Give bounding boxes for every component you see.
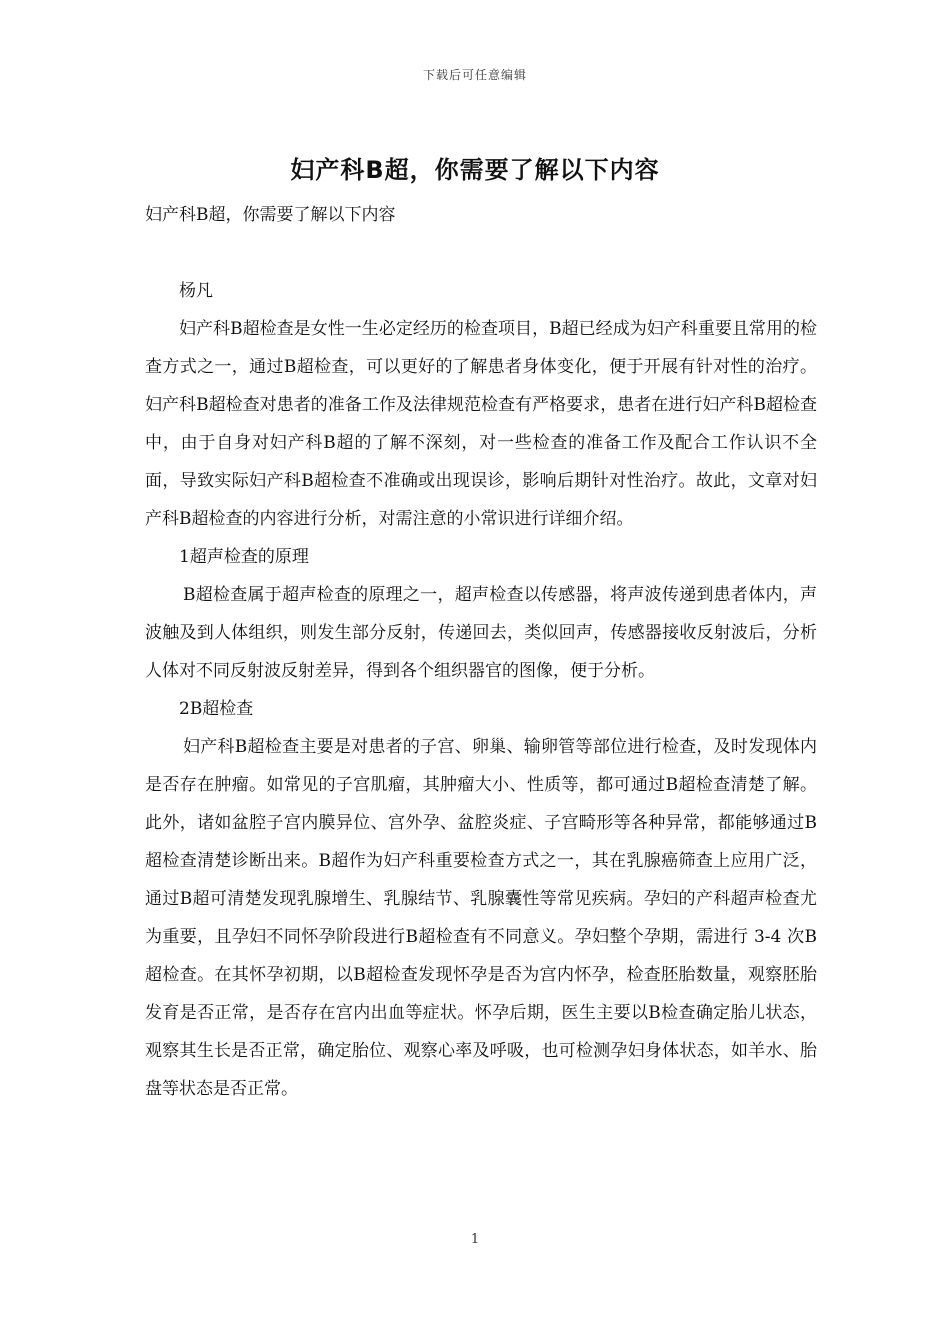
page-number: 1 xyxy=(470,1232,480,1247)
section-heading-principle: 1超声检查的原理 xyxy=(179,547,309,567)
document-subtitle: 妇产科B超，你需要了解以下内容 xyxy=(145,205,396,225)
document-body xyxy=(145,196,817,1108)
document-title: 妇产科B超，你需要了解以下内容 xyxy=(290,156,660,184)
author-name: 杨凡 xyxy=(179,281,213,301)
intro-paragraph: 妇产科B超检查是女性一生必定经历的检查项目，B超已经成为妇产科重要且常用的检查方式之一，通过B超检查，可以更好的了解患者身体变化，便于开展有针对性的治疗。妇产科B超检查对患者的准备工作及法律规范检查有严格要求，患者在进行妇产科B超检查中，由于自身对妇产科B超的了解不深刻，对一些检查的准备工作及配合工作认识不全面，导致实际妇产科B超检查不准确或出现误诊，影响后期针对性治疗。故此，文章对妇产科B超检查的内容进行分析，对需注意的小常识进行详细介绍。 xyxy=(145,319,817,529)
header-note: 下载后可任意编辑 xyxy=(422,68,527,82)
principle-paragraph: B超检查属于超声检查的原理之一，超声检查以传感器，将声波传递到患者体内，声波触及到人体组织，则发生部分反射，传递回去，类似回声，传感器接收反射波后，分析人体对不同反射波反射差异，得到各个组织器官的图像，便于分析。 xyxy=(145,585,817,681)
b-ultrasound-paragraph: 妇产科B超检查主要是对患者的子宫、卵巢、输卵管等部位进行检查，及时发现体内是否存在肿瘤。如常见的子宫肌瘤，其肿瘤大小、性质等，都可通过B超检查清楚了解。此外，诸如盆腔子宫内膜异位、宫外孕、盆腔炎症、子宫畸形等各种异常，都能够通过B超检查清楚诊断出来。B超作为妇产科重要检查方式之一，其在乳腺癌筛查上应用广泛，通过B超可清楚发现乳腺增生、乳腺结节、乳腺囊性等常见疾病。孕妇的产科超声检查尤为重要，且孕妇不同怀孕阶段进行B超检查有不同意义。孕妇整个孕期，需进行 3-4 次B超检查。在其怀孕初期，以B超检查发现怀孕是否为宫内怀孕，检查胚胎数量，观察胚胎发育是否正常，是否存在宫内出血等症状。怀孕后期，医生主要以B检查确定胎儿状态，观察其生长是否正常，确定胎位、观察心率及呼吸，也可检测孕妇身体状态，如羊水、胎盘等状态是否正常。 xyxy=(145,737,817,1099)
blank-line xyxy=(145,234,817,272)
section-heading-b-ultrasound: 2B超检查 xyxy=(179,699,254,719)
